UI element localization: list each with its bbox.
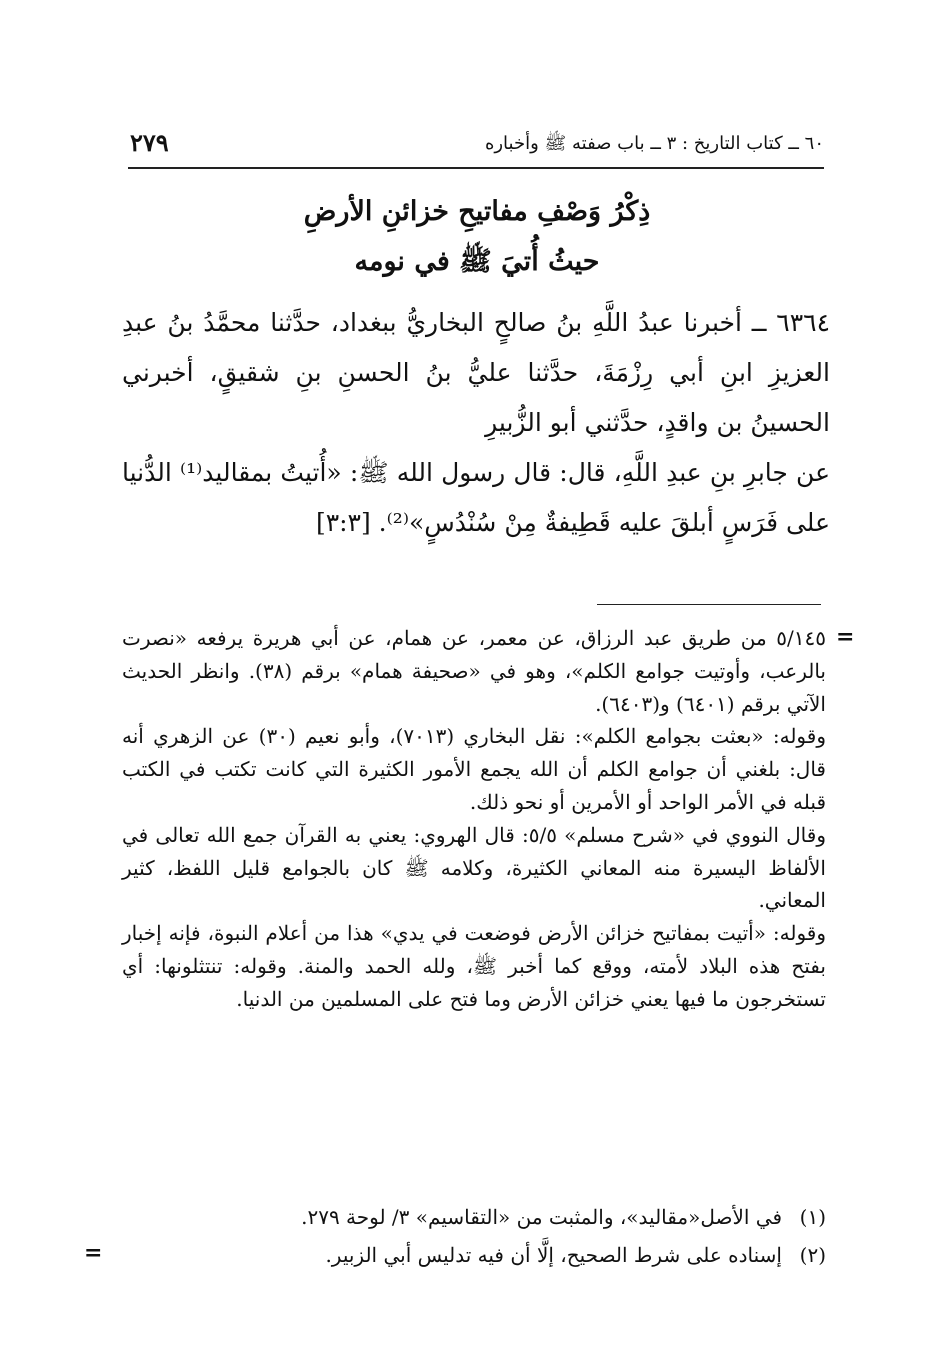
footnote-text: إسناده على شرط الصحيح، إلَّا أن فيه تدليس أبي الزبير.	[325, 1243, 782, 1267]
commentary-paragraph: وقوله: «أتيت بمفاتيح خزائن الأرض فوضعت في يدي» هذا من أعلام النبوة، فإنه إخبار بفتح هذه البلاد لأمته، ووقع كما أخبر ﷺ، ولله الحمد والمنة. وقوله: تنتثلونها: أي تستخرجون ما فيها يعني خزائن الأرض وما فتح على المسلمين من الدنيا.	[122, 921, 826, 1011]
hadith-isnad: ٦٣٦٤ ــ أخبرنا عبدُ اللَّهِ بنُ صالحٍ البخاريُّ ببغداد، حدَّثنا محمَّدُ بنُ عبدِ العزيزِ ابنِ أبي رِزْمَةَ، حدَّثنا عليُّ بنُ الحسنِ بنِ شقيقٍ، أخبرني الحسينُ بن واقدٍ، حدَّثني أبو الزُّبيرِ	[122, 308, 830, 437]
footnote-item	[122, 1236, 826, 1274]
footnote-divider	[597, 604, 821, 605]
page-header	[130, 128, 824, 158]
running-head: ٦٠ ــ كتاب التاريخ : ٣ ــ باب صفته ﷺ وأخباره	[484, 133, 824, 154]
continuation-mark: =	[836, 624, 855, 650]
header-divider	[128, 167, 824, 169]
continuation-mark: =	[84, 1240, 103, 1266]
chapter-title: ذِكْرُ وَصْفِ مفاتيحِ خزائنِ الأرضِ	[303, 196, 651, 227]
chapter-subtitle: حيثُ أُتيَ ﷺ في نومه	[354, 246, 600, 277]
page-number: ٢٧٩	[130, 128, 169, 157]
footnote-number: (٢)	[799, 1243, 826, 1267]
commentary-block	[122, 622, 826, 1016]
footnotes	[122, 1198, 826, 1274]
footnote-item	[122, 1198, 826, 1236]
footnote-number: (١)	[799, 1205, 826, 1229]
hadith-matn: عن جابرِ بنِ عبدِ اللَّهِ، قال: قال رسول الله ﷺ: «أُتيتُ بمقاليد⁽¹⁾ الدُّنيا على فَرَسٍ أبلقَ عليه قَطِيفةٌ مِنْ سُنْدُسٍ»⁽²⁾. [٣:٣]	[122, 458, 830, 537]
commentary-paragraph: وقال النووي في «شرح مسلم» ٥/٥: قال الهروي: يعني به القرآن جمع الله تعالى في الألفاظ اليسيرة منه المعاني الكثيرة، وكلامه ﷺ كان بالجوامع قليل اللفظ، كثير المعاني.	[122, 822, 826, 913]
commentary-paragraph: وقوله: «بعثت بجوامع الكلم»: نقل البخاري (٧٠١٣)، وأبو نعيم (٣٠) عن الزهري أنه قال: بلغني أن جوامع الكلم أن الله يجمع الأمور الكثيرة التي كانت تكتب في الكتب قبله في الأمر الواحد أو الأمرين أو نحو ذلك.	[122, 724, 826, 814]
commentary-paragraph: ٥/١٤٥ من طريق عبد الرزاق، عن معمر، عن همام، عن أبي هريرة يرفعه «نصرت بالرعب، وأوتيت جوامع الكلم»، وهو في «صحيفة همام» برقم (٣٨). وانظر الحديث الآتي برقم (٦٤٠١) و(٦٤٠٣).	[122, 626, 826, 716]
footnote-text: في الأصل«مقاليد»، والمثبت من «التقاسيم» ٣/ لوحة ٢٧٩.	[301, 1205, 782, 1229]
